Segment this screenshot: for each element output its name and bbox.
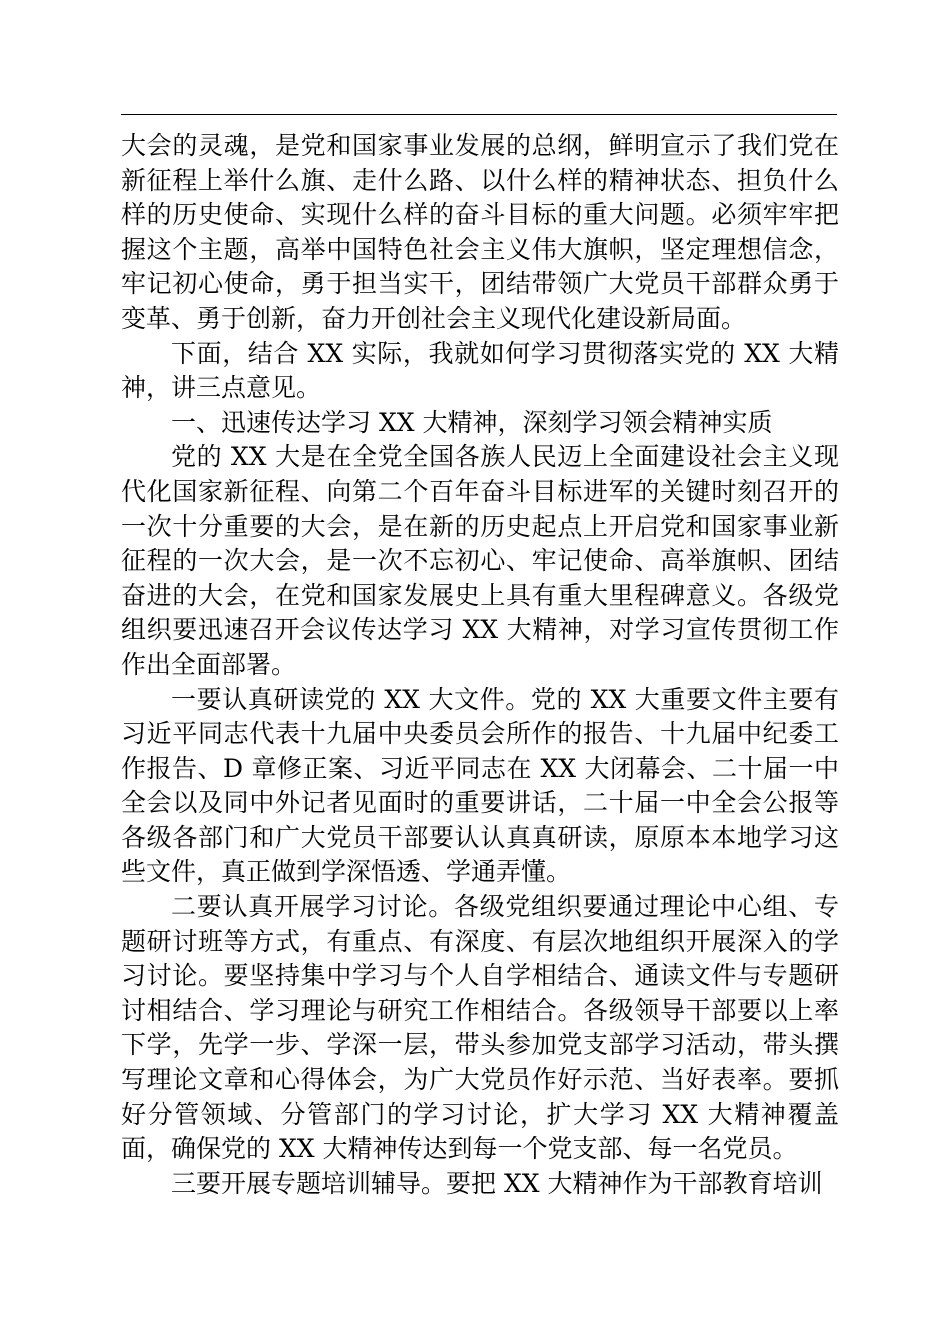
paragraph-continued: 大会的灵魂，是党和国家事业发展的总纲，鲜明宣示了我们党在新征程上举什么旗、走什么路、以什么样的精神状态、担负什么样的历史使命、实现什么样的奋斗目标的重大问题。必须牢牢把握这个主题，高举中国特色社会主义伟大旗帜，坚定理想信念，牢记初心使命，勇于担当实干，团结带领广大党员干部群众勇于变革、勇于创新，奋力开创社会主义现代化建设新局面。 [121, 131, 839, 333]
document-body [121, 129, 839, 1201]
header-rule [121, 114, 837, 115]
paragraph-point-1: 一要认真研读党的 XX 大文件。党的 XX 大重要文件主要有习近平同志代表十九届中央委员会所作的报告、十九届中纪委工作报告、D 章修正案、习近平同志在 XX 大闭幕会、二十届一中全会以及同中外记者见面时的重要讲话，二十届一中全会公报等各级各部门和广大党员干部要认认真真研读，原原本本地学习这些文件，真正做到学深悟透、学通弄懂。 [121, 684, 839, 887]
paragraph-intro: 下面，结合 XX 实际，我就如何学习贯彻落实党的 XX 大精神，讲三点意见。 [121, 338, 839, 403]
paragraph-point-2: 二要认真开展学习讨论。各级党组织要通过理论中心组、专题研讨班等方式，有重点、有深度、有层次地组织开展深入的学习讨论。要坚持集中学习与个人自学相结合、通读文件与专题研讨相结合、学习理论与研究工作相结合。各级领导干部要以上率下学，先学一步、学深一层，带头参加党支部学习活动，带头撰写理论文章和心得体会，为广大党员作好示范、当好表率。要抓好分管领域、分管部门的学习讨论，扩大学习 XX 大精神覆盖面，确保党的 XX 大精神传达到每一个党支部、每一名党员。 [121, 892, 839, 1164]
paragraph-section-1: 党的 XX 大是在全党全国各族人民迈上全面建设社会主义现代化国家新征程、向第二个百年奋斗目标进军的关键时刻召开的一次十分重要的大会，是在新的历史起点上开启党和国家事业新征程的一次大会，是一次不忘初心、牢记使命、高举旗帜、团结奋进的大会，在党和国家发展史上具有重大里程碑意义。各级党组织要迅速召开会议传达学习 XX 大精神，对学习宣传贯彻工作作出全面部署。 [121, 442, 839, 679]
paragraph-point-3: 三要开展专题培训辅导。要把 XX 大精神作为干部教育培训 [171, 1168, 823, 1198]
section-heading-1: 一、迅速传达学习 XX 大精神，深刻学习领会精神实质 [171, 407, 773, 437]
